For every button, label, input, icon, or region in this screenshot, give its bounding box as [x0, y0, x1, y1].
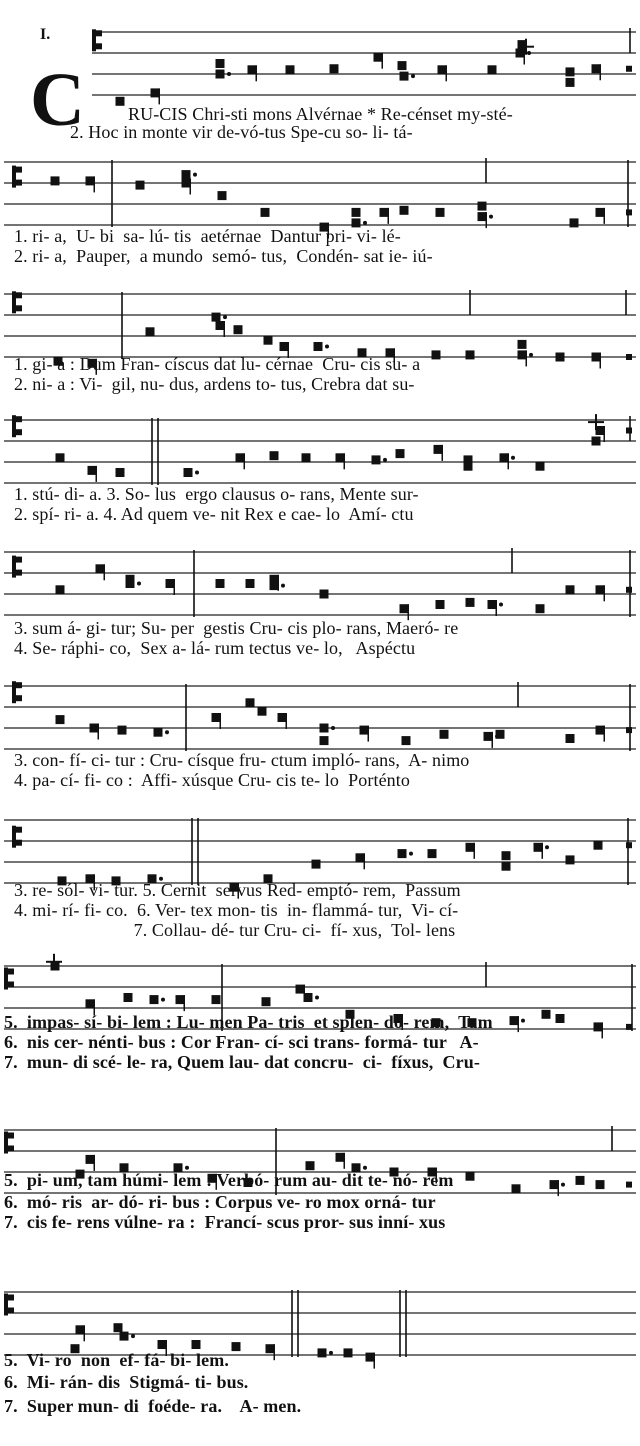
- neume: [502, 851, 511, 860]
- custos: [626, 354, 632, 360]
- morae-dot: [161, 998, 165, 1002]
- c-clef-icon: [16, 570, 22, 576]
- neume: [86, 999, 95, 1008]
- neume: [184, 468, 193, 477]
- c-clef-icon: [16, 292, 22, 298]
- neume: [126, 579, 135, 588]
- neume: [330, 64, 339, 73]
- neume: [510, 1016, 519, 1025]
- neume-stem: [604, 208, 606, 224]
- lyric-line: 6. nis cer- nénti- bus : Cor Fran- cí- sci trans- formá- tur A-: [4, 1032, 479, 1052]
- neume: [86, 176, 95, 185]
- neume: [400, 206, 409, 215]
- neume: [306, 1161, 315, 1170]
- c-clef-icon: [8, 969, 14, 975]
- custos: [626, 1182, 632, 1188]
- neume-stem: [94, 1155, 96, 1171]
- neume: [592, 437, 601, 446]
- neume: [314, 342, 323, 351]
- neume: [566, 855, 575, 864]
- neume: [466, 598, 475, 607]
- neume-stem: [602, 1022, 604, 1038]
- neume: [484, 732, 493, 741]
- morae-dot: [363, 221, 367, 225]
- c-clef-icon: [12, 556, 16, 578]
- morae-dot: [165, 730, 169, 734]
- morae-dot: [521, 1019, 525, 1023]
- neume: [550, 1180, 559, 1189]
- neume-stem: [159, 88, 161, 104]
- neume: [356, 853, 365, 862]
- neume-stem: [508, 453, 510, 469]
- lyric-line: 2. spí- ri- a. 4. Ad quem ve- nit Rex e cae- lo Amí- ctu: [14, 504, 414, 524]
- neume: [216, 321, 225, 330]
- lyric-line: 1. gi- a : Dum Fran- císcus dat lu- cérnae Cru- cis su- a: [14, 354, 421, 374]
- neume: [398, 61, 407, 70]
- neume: [502, 862, 511, 871]
- neume-stem: [604, 426, 606, 442]
- neume: [120, 1332, 129, 1341]
- custos: [626, 587, 632, 593]
- neume-stem: [174, 579, 176, 595]
- neume-stem: [94, 176, 96, 192]
- neume: [400, 604, 409, 613]
- lyric-line: 1. stú- di- a. 3. So- lus ergo clausus o- rans, Mente sur-: [14, 484, 419, 504]
- morae-dot: [331, 726, 335, 730]
- neume: [56, 453, 65, 462]
- lyric-line: 2. ni- a : Vi- gil, nu- dus, ardens to- tus, Crebra dat su-: [14, 374, 415, 394]
- c-clef-icon: [4, 1294, 8, 1316]
- neume: [428, 849, 437, 858]
- neume-stem: [492, 732, 494, 748]
- neume: [261, 208, 270, 217]
- morae-dot: [329, 1351, 333, 1355]
- neume: [536, 462, 545, 471]
- lyric-line: 4. pa- cí- fi- co : Affi- xúsque Cru- cis te- lo Porténto: [14, 770, 410, 790]
- neume: [478, 212, 487, 221]
- neume: [466, 350, 475, 359]
- neume: [380, 208, 389, 217]
- neume: [576, 1176, 585, 1185]
- c-clef-icon: [8, 982, 14, 988]
- neume: [374, 53, 383, 62]
- neume: [232, 1342, 241, 1351]
- neume: [396, 449, 405, 458]
- neume: [212, 313, 221, 322]
- lyric-line: 2. Hoc in monte vir de-vó-tus Spe-cu so- li- tá-: [70, 122, 413, 142]
- neume-stem: [344, 453, 346, 469]
- neume: [436, 600, 445, 609]
- neume-stem: [446, 65, 448, 81]
- neume: [182, 179, 191, 188]
- neume: [596, 208, 605, 217]
- lyric-line: 3. re- sól- vi- tur. 5. Cernit servus Red- emptó- rem, Passum: [14, 880, 461, 900]
- neume: [280, 342, 289, 351]
- neume: [76, 1325, 85, 1334]
- neume-stem: [364, 853, 366, 869]
- morae-dot: [131, 1334, 135, 1338]
- morae-dot: [281, 584, 285, 588]
- neume: [176, 995, 185, 1004]
- neume: [432, 350, 441, 359]
- neume: [278, 713, 287, 722]
- neume: [114, 1323, 123, 1332]
- neume-stem: [274, 1344, 276, 1360]
- neume-stem: [220, 713, 222, 729]
- neume: [318, 1348, 327, 1357]
- neume-stem: [442, 445, 444, 461]
- neume: [116, 97, 125, 106]
- lyric-line: RU-CIS Chri-sti mons Alvérnae * Re-cénset my-sté-: [128, 104, 513, 124]
- neume: [88, 466, 97, 475]
- morae-dot: [489, 215, 493, 219]
- morae-dot: [223, 315, 227, 319]
- neume: [466, 1172, 475, 1181]
- neume: [212, 995, 221, 1004]
- neume: [192, 1340, 201, 1349]
- neume-stem: [518, 1016, 520, 1032]
- c-clef-icon: [16, 682, 22, 688]
- custos: [626, 209, 632, 215]
- morae-dot: [561, 1183, 565, 1187]
- neume: [166, 579, 175, 588]
- neume: [302, 453, 311, 462]
- neume: [594, 841, 603, 850]
- neume: [264, 336, 273, 345]
- neume-stem: [184, 995, 186, 1011]
- c-clef-icon: [8, 1146, 14, 1152]
- neume: [336, 1153, 345, 1162]
- neume-stem: [224, 321, 226, 337]
- drop-initial: C: [30, 58, 85, 142]
- neume-stem: [486, 212, 488, 228]
- morae-dot: [545, 845, 549, 849]
- neume: [218, 191, 227, 200]
- lyric-line: 3. con- fí- ci- tur : Cru- císque fru- ctum impló- rans, A- nimo: [14, 750, 470, 770]
- neume-stem: [542, 843, 544, 859]
- neume: [592, 64, 601, 73]
- neume: [434, 445, 443, 454]
- lyric-line: 1. ri- a, U- bi sa- lú- tis aetérnae Dantur pri- vi- lé-: [14, 226, 401, 246]
- neume: [320, 590, 329, 599]
- neume: [320, 724, 329, 733]
- c-clef-icon: [96, 43, 102, 49]
- hymn-number: I.: [40, 26, 51, 43]
- neume: [556, 1014, 565, 1023]
- neume: [596, 726, 605, 735]
- neume: [320, 736, 329, 745]
- neume: [51, 176, 60, 185]
- neume: [488, 65, 497, 74]
- c-clef-icon: [16, 167, 22, 173]
- neume: [150, 995, 159, 1004]
- neume: [182, 170, 191, 179]
- neume: [556, 353, 565, 362]
- neume: [262, 997, 271, 1006]
- c-clef-icon: [12, 291, 16, 313]
- neume: [496, 730, 505, 739]
- neume: [158, 1340, 167, 1349]
- neume-stem: [474, 843, 476, 859]
- c-clef-icon: [16, 840, 22, 846]
- neume: [304, 993, 313, 1002]
- c-clef-icon: [8, 1133, 14, 1139]
- neume: [296, 985, 305, 994]
- c-clef-icon: [8, 1308, 14, 1314]
- morae-dot: [411, 74, 415, 78]
- neume-stem: [382, 53, 384, 69]
- c-clef-icon: [16, 557, 22, 563]
- neume: [246, 579, 255, 588]
- c-clef-icon: [16, 695, 22, 701]
- neume-stem: [344, 1153, 346, 1169]
- morae-dot: [137, 582, 141, 586]
- c-clef-icon: [16, 827, 22, 833]
- neume-stem: [388, 208, 390, 224]
- neume-stem: [374, 1353, 376, 1369]
- neume: [344, 1348, 353, 1357]
- neume: [438, 65, 447, 74]
- neume: [542, 1010, 551, 1019]
- c-clef-icon: [4, 1132, 8, 1154]
- neume: [270, 581, 279, 590]
- neume: [352, 208, 361, 217]
- neume-stem: [286, 713, 288, 729]
- neume: [534, 843, 543, 852]
- neume: [216, 579, 225, 588]
- neume: [336, 453, 345, 462]
- neume: [518, 340, 527, 349]
- c-clef-icon: [16, 305, 22, 311]
- neume: [466, 843, 475, 852]
- lyric-line: 4. mi- rí- fi- co. 6. Ver- tex mon- tis in- flammá- tur, Vi- cí-: [14, 900, 459, 920]
- c-clef-icon: [96, 30, 102, 36]
- custos: [626, 842, 632, 848]
- neume: [518, 350, 527, 359]
- neume: [118, 726, 127, 735]
- neume: [596, 1180, 605, 1189]
- c-clef-icon: [16, 180, 22, 186]
- custos: [626, 1024, 632, 1030]
- lyric-line: 5. pi- um, tam húmi- lem : Verbó- rum au- dit te- nó- rem: [4, 1170, 454, 1190]
- lyric-line: 5. Vi- ro non ef- fá- bi- lem.: [4, 1350, 229, 1370]
- neume: [596, 585, 605, 594]
- morae-dot: [499, 603, 503, 607]
- neume: [398, 849, 407, 858]
- lyric-line: 2. ri- a, Pauper, a mundo semó- tus, Condén- sat ie- iú-: [14, 246, 433, 266]
- morae-dot: [527, 51, 531, 55]
- neume: [136, 181, 145, 190]
- c-clef-icon: [8, 1295, 14, 1301]
- neume: [488, 600, 497, 609]
- custos: [626, 727, 632, 733]
- neume: [151, 88, 160, 97]
- neume-stem: [84, 1325, 86, 1341]
- morae-dot: [511, 456, 515, 460]
- morae-dot: [529, 353, 533, 357]
- neume: [372, 455, 381, 464]
- neume: [464, 462, 473, 471]
- neume: [246, 698, 255, 707]
- neume: [56, 715, 65, 724]
- lyric-line: 7. mun- di scé- le- ra, Quem lau- dat concru- ci- fíxus, Cru-: [4, 1052, 480, 1072]
- lyric-line: 3. sum á- gi- tur; Su- per gestis Cru- cis plo- rans, Maeró- re: [14, 618, 459, 638]
- neume: [248, 65, 257, 74]
- neume: [594, 1022, 603, 1031]
- morae-dot: [383, 458, 387, 462]
- neume: [516, 49, 525, 58]
- neume: [90, 724, 99, 733]
- lyric-line: 7. Collau- dé- tur Cru- ci- fí- xus, Tol- lens: [14, 920, 456, 940]
- neume: [436, 208, 445, 217]
- neume: [216, 59, 225, 68]
- custos: [626, 66, 632, 72]
- c-clef-icon: [4, 968, 8, 990]
- neume-stem: [604, 585, 606, 601]
- neume-stem: [256, 65, 258, 81]
- neume: [212, 713, 221, 722]
- neume: [566, 67, 575, 76]
- neume: [86, 1155, 95, 1164]
- neume: [286, 65, 295, 74]
- lyric-line: 6. mó- ris ar- dó- ri- bus : Corpus ve- ro mox orná- tur: [4, 1192, 436, 1212]
- neume: [236, 453, 245, 462]
- neume-stem: [368, 726, 370, 742]
- neume: [56, 585, 65, 594]
- neume-stem: [526, 350, 528, 366]
- morae-dot: [315, 996, 319, 1000]
- neume: [536, 604, 545, 613]
- neume-stem: [96, 466, 98, 482]
- neume: [154, 728, 163, 737]
- neume: [440, 730, 449, 739]
- neume: [360, 726, 369, 735]
- neume: [566, 78, 575, 87]
- neume-stem: [98, 724, 100, 740]
- neume: [270, 451, 279, 460]
- neume: [366, 1353, 375, 1362]
- neume: [566, 734, 575, 743]
- neume-stem: [190, 179, 192, 195]
- c-clef-icon: [16, 416, 22, 422]
- c-clef-icon: [12, 826, 16, 848]
- lyric-line: 4. Se- ráphi- co, Sex a- lá- rum tectus ve- lo, Aspéctu: [14, 638, 416, 658]
- lyric-line: 5. impas- sí- bi- lem : Lu- men Pa- tris et splen- dó- rem, Tam: [4, 1012, 493, 1032]
- neume: [96, 564, 105, 573]
- custos: [626, 428, 632, 434]
- c-clef-icon: [92, 29, 96, 51]
- c-clef-icon: [12, 681, 16, 703]
- neume: [216, 70, 225, 79]
- morae-dot: [193, 173, 197, 177]
- neume: [312, 860, 321, 869]
- neume: [400, 72, 409, 81]
- morae-dot: [227, 72, 231, 76]
- neume: [478, 202, 487, 211]
- neume: [500, 453, 509, 462]
- lyric-line: 7. cis fe- rens vúlne- ra : Francí- scus pror- sus inní- xus: [4, 1212, 446, 1232]
- neume-stem: [558, 1180, 560, 1196]
- neume-stem: [496, 600, 498, 616]
- c-clef-icon: [16, 429, 22, 435]
- neume: [402, 736, 411, 745]
- morae-dot: [325, 345, 329, 349]
- neume-stem: [524, 49, 526, 65]
- neume: [566, 585, 575, 594]
- lyric-line: 7. Super mun- di foéde- ra. A- men.: [4, 1396, 302, 1416]
- neume: [570, 218, 579, 227]
- neume: [116, 468, 125, 477]
- morae-dot: [409, 852, 413, 856]
- neume: [124, 993, 133, 1002]
- neume: [266, 1344, 275, 1353]
- neume: [258, 707, 267, 716]
- neume-stem: [600, 353, 602, 369]
- c-clef-icon: [12, 415, 16, 437]
- neume-stem: [244, 453, 246, 469]
- neume: [146, 327, 155, 336]
- neume: [592, 353, 601, 362]
- neume-stem: [600, 64, 602, 80]
- neume: [512, 1184, 521, 1193]
- neume-stem: [104, 564, 106, 580]
- neume-stem: [604, 726, 606, 742]
- neume: [234, 325, 243, 334]
- c-clef-icon: [12, 166, 16, 188]
- lyric-line: 6. Mi- rán- dis Stigmá- ti- bus.: [4, 1372, 249, 1392]
- morae-dot: [195, 471, 199, 475]
